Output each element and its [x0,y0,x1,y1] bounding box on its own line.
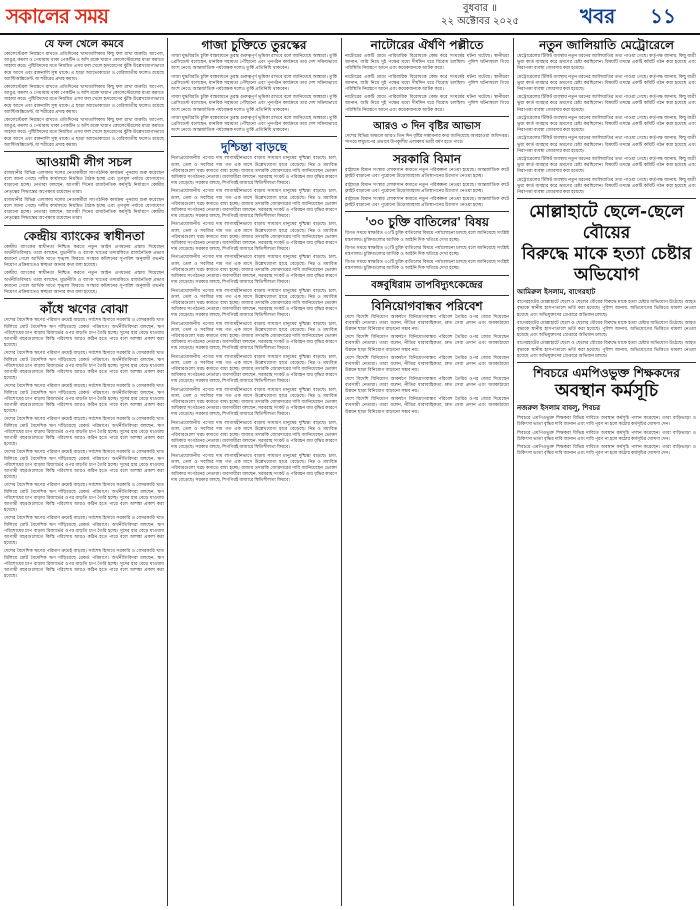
column-rule [341,38,342,906]
divider [4,151,164,152]
column-1 [4,38,164,906]
article-body: গাজা যুদ্ধবিরতি চুক্তি বাস্তবায়নে তুরস্ক গুরুত্বপূর্ণ ভূমিকা রাখবে বলে জানিয়েছে আঙ্কারা। তুর্কি প্রেসিডেন্ট বলেছেন, মানবিক সহায়তা পৌঁছানো এবং পুনর্গঠন কার্যক্রমে তার দেশ সক্রিয়ভাবে অংশ নেবে। আন্তর্জাতিক পর্যবেক্ষক দলেও তুর্কি প্রতিনিধি থাকবেন। [171,114,337,133]
section-title: খবর [580,4,616,28]
article-body: শিবচরে এমপিওভুক্ত শিক্ষকরা বিভিন্ন দাবিতে অবস্থান কর্মসূচি পালন করেছেন। তারা বাড়িভাড়া ও চিকিৎসা ভাতা বৃদ্ধির দাবি জানান এবং দাবি পূরণ না হলে কঠোর কর্মসূচির ঘোষণা দেন। [517,429,696,441]
article-body: রাষ্ট্রায়ত্ত বিমান সংস্থার লোকসান কমাতে নতুন পরিকল্পনা নেওয়া হয়েছে। আন্তর্জাতিক রুটে ফ্লাইট বাড়ানো এবং পুরোনো উড়োজাহাজ প্রতিস্থাপনের উদ্যোগ নেওয়া হচ্ছে। [345,196,509,208]
article-body: বিগত সময়ে স্বাক্ষরিত ৩০টি চুক্তি বাতিলের বিষয়ে পর্যালোচনা চলছে বলে জানিয়েছে সংশ্লিষ্ট মন্ত্রণালয়। চুক্তিগুলোর আর্থিক ও আইনি দিক খতিয়ে দেখা হচ্ছে। [345,244,509,257]
headline: অবস্থান কর্মসূচি [554,381,659,402]
headline: বঙ্গবুধিরাম তাপবিদ্যুৎকেন্দ্রের [371,279,483,291]
headline: আওয়ামী লীগ সচল [36,155,132,170]
article-body: দেশের বৈদেশিক ঋণের পরিমাণ ক্রমেই বাড়ছে। সর্বশেষ হিসাবে সরকারি ও বেসরকারি খাত মিলিয়ে মোট বৈদেশিক ঋণ দাঁড়িয়েছে রেকর্ড পরিমাণে। অর্থনীতিবিদরা বলছেন, ঋণ পরিশোধের চাপ বাড়ায় রিজার্ভের ওপর বাড়তি চাপ তৈরি হচ্ছে। সুদের হার বেড়ে যাওয়ায় আগামী বছরগুলোতে কিস্তি পরিশোধ আরও কঠিন হতে পারে বলে আশঙ্কা প্রকাশ করা হয়েছে। [4,317,164,348]
article-body: দেশের বৈদেশিক ঋণের পরিমাণ ক্রমেই বাড়ছে। সর্বশেষ হিসাবে সরকারি ও বেসরকারি খাত মিলিয়ে মোট বৈদেশিক ঋণ দাঁড়িয়েছে রেকর্ড পরিমাণে। অর্থনীতিবিদরা বলছেন, ঋণ পরিশোধের চাপ বাড়ায় রিজার্ভের ওপর বাড়তি চাপ তৈরি হচ্ছে। সুদের হার বেড়ে যাওয়ায় আগামী বছরগুলোতে কিস্তি পরিশোধ আরও কঠিন হতে পারে বলে আশঙ্কা প্রকাশ করা হয়েছে। [4,482,164,513]
byline: আমিরুল ইসলাম, বাগেরহাট [517,288,596,297]
article-body: নিত্যপ্রয়োজনীয় পণ্যের দাম লাগামহীনভাবে বাড়ায় সাধারণ মানুষের দুশ্চিন্তা বাড়ছে। চাল, ডাল, তেল ও সবজির দাম গত এক মাসে উল্লেখযোগ্য হারে বেড়েছে। নিম্ন ও মধ্যবিত্ত পরিবারগুলো খরচ কমাতে বাধ্য হচ্ছে। বাজার তদারকি জোরদারের দাবি জানিয়েছেন ভোক্তা অধিকার সংগঠনের নেতারা। ব্যবসায়ীরা বলছেন, সরবরাহ সংকট ও পরিবহন ব্যয় বৃদ্ধির কারণে দাম বেড়েছে। সরকার বলছে, শিগগিরই বাজারে স্থিতিশীলতা ফিরবে। [171,386,337,417]
day-label: বুধবার ॥ [463,3,497,14]
article-body: দেশে বিদেশি বিনিয়োগ আকর্ষণে বিনিয়োগবান্ধব পরিবেশ তৈরির ওপর জোর দিয়েছেন ব্যবসায়ী নেতারা। তারা বলেন, নীতির ধারাবাহিকতা, দ্রুত সেবা প্রদান এবং অবকাঠামো উন্নয়ন ছাড়া বিনিয়োগ বাড়ানো সম্ভব নয়। [345,334,509,352]
article-body: নিত্যপ্রয়োজনীয় পণ্যের দাম লাগামহীনভাবে বাড়ায় সাধারণ মানুষের দুশ্চিন্তা বাড়ছে। চাল, ডাল, তেল ও সবজির দাম গত এক মাসে উল্লেখযোগ্য হারে বেড়েছে। নিম্ন ও মধ্যবিত্ত পরিবারগুলো খরচ কমাতে বাধ্য হচ্ছে। বাজার তদারকি জোরদারের দাবি জানিয়েছেন ভোক্তা অধিকার সংগঠনের নেতারা। ব্যবসায়ীরা বলছেন, সরবরাহ সংকট ও পরিবহন ব্যয় বৃদ্ধির কারণে দাম বেড়েছে। সরকার বলছে, শিগগিরই বাজারে স্থিতিশীলতা ফিরবে। [171,452,337,483]
article-body: রাষ্ট্রায়ত্ত বিমান সংস্থার লোকসান কমাতে নতুন পরিকল্পনা নেওয়া হয়েছে। আন্তর্জাতিক রুটে ফ্লাইট বাড়ানো এবং পুরোনো উড়োজাহাজ প্রতিস্থাপনের উদ্যোগ নেওয়া হচ্ছে। [345,181,509,193]
headline: বিরুদ্ধে মাকে হত্যা চেষ্টার [521,244,692,265]
column-3 [345,38,509,906]
divider [517,362,696,363]
headline: বিনিয়োগবান্ধব পরিবেশ [371,298,483,313]
divider [171,136,337,137]
article-body: নিত্যপ্রয়োজনীয় পণ্যের দাম লাগামহীনভাবে বাড়ায় সাধারণ মানুষের দুশ্চিন্তা বাড়ছে। চাল, ডাল, তেল ও সবজির দাম গত এক মাসে উল্লেখযোগ্য হারে বেড়েছে। নিম্ন ও মধ্যবিত্ত পরিবারগুলো খরচ কমাতে বাধ্য হচ্ছে। বাজার তদারকি জোরদারের দাবি জানিয়েছেন ভোক্তা অধিকার সংগঠনের নেতারা। ব্যবসায়ীরা বলছেন, সরবরাহ সংকট ও পরিবহন ব্যয় বৃদ্ধির কারণে দাম বেড়েছে। সরকার বলছে, শিগগিরই বাজারে স্থিতিশীলতা ফিরবে। [171,188,337,219]
article-body: বিগত সময়ে স্বাক্ষরিত ৩০টি চুক্তি বাতিলের বিষয়ে পর্যালোচনা চলছে বলে জানিয়েছে সংশ্লিষ্ট মন্ত্রণালয়। চুক্তিগুলোর আর্থিক ও আইনি দিক খতিয়ে দেখা হচ্ছে। [345,259,509,271]
article-body: দেশে বিদেশি বিনিয়োগ আকর্ষণে বিনিয়োগবান্ধব পরিবেশ তৈরির ওপর জোর দিয়েছেন ব্যবসায়ী নেতারা। তারা বলেন, নীতির ধারাবাহিকতা, দ্রুত সেবা প্রদান এবং অবকাঠামো উন্নয়ন ছাড়া বিনিয়োগ বাড়ানো সম্ভব নয়। [345,313,509,332]
column-4 [517,38,696,906]
article-body: কোলেস্টেরল নিয়ন্ত্রণে রাখতে প্রতিদিনের খাদ্যতালিকায় কিছু ফল রাখা জরুরি। আপেল, আঙুর, কমলা ও পেয়ারায় থাকা পেকটিন ও আঁশ রক্তে খারাপ কোলেস্টেরলের মাত্রা কমাতে সাহায্য করে। পুষ্টিবিদদের মতে নিয়মিত এসব ফল খেলে হৃদরোগের ঝুঁকি উল্লেখযোগ্যভাবে কমে আসে এবং রক্তনালি সুস্থ থাকে। এ ছাড়া অ্যাভোকাডো ও বেরিজাতীয় ফলেও রয়েছে অ্যান্টিঅক্সিডেন্ট, যা শরীরের প্রদাহ কমায়। [4,84,164,114]
article-body: মেট্রোরেলের টিকিট ব্যবস্থায় নতুন ধরনের জালিয়াতির তথ্য পাওয়া গেছে। কর্তৃপক্ষ জানায়, কিছু যাত্রী ভুয়া কার্ড ব্যবহার করে ভ্রমণের চেষ্টা করছিলেন। বিষয়টি তদন্তে একটি কমিটি গঠন করা হয়েছে এবং নিরাপত্তা ব্যবস্থা জোরদার করা হয়েছে। [517,176,696,195]
headline: কাঁধে ঋণের বোঝা [40,302,128,317]
article-body: দেশের বৈদেশিক ঋণের পরিমাণ ক্রমেই বাড়ছে। সর্বশেষ হিসাবে সরকারি ও বেসরকারি খাত মিলিয়ে মোট বৈদেশিক ঋণ দাঁড়িয়েছে রেকর্ড পরিমাণে। অর্থনীতিবিদরা বলছেন, ঋণ পরিশোধের চাপ বাড়ায় রিজার্ভের ওপর বাড়তি চাপ তৈরি হচ্ছে। সুদের হার বেড়ে যাওয়ায় আগামী বছরগুলোতে কিস্তি পরিশোধ আরও কঠিন হতে পারে বলে আশঙ্কা প্রকাশ করা হয়েছে। [4,416,164,447]
article-body: দেশের বৈদেশিক ঋণের পরিমাণ ক্রমেই বাড়ছে। সর্বশেষ হিসাবে সরকারি ও বেসরকারি খাত মিলিয়ে মোট বৈদেশিক ঋণ দাঁড়িয়েছে রেকর্ড পরিমাণে। অর্থনীতিবিদরা বলছেন, ঋণ পরিশোধের চাপ বাড়ায় রিজার্ভের ওপর বাড়তি চাপ তৈরি হচ্ছে। সুদের হার বেড়ে যাওয়ায় আগামী বছরগুলোতে কিস্তি পরিশোধ আরও কঠিন হতে পারে বলে আশঙ্কা প্রকাশ করা হয়েছে। [4,350,164,381]
article-body: গাজা যুদ্ধবিরতি চুক্তি বাস্তবায়নে তুরস্ক গুরুত্বপূর্ণ ভূমিকা রাখবে বলে জানিয়েছে আঙ্কারা। তুর্কি প্রেসিডেন্ট বলেছেন, মানবিক সহায়তা পৌঁছানো এবং পুনর্গঠন কার্যক্রমে তার দেশ সক্রিয়ভাবে অংশ নেবে। আন্তর্জাতিক পর্যবেক্ষক দলেও তুর্কি প্রতিনিধি থাকবেন। [171,94,337,112]
article-body: দেশের বৈদেশিক ঋণের পরিমাণ ক্রমেই বাড়ছে। সর্বশেষ হিসাবে সরকারি ও বেসরকারি খাত মিলিয়ে মোট বৈদেশিক ঋণ দাঁড়িয়েছে রেকর্ড পরিমাণে। অর্থনীতিবিদরা বলছেন, ঋণ পরিশোধের চাপ বাড়ায় রিজার্ভের ওপর বাড়তি চাপ তৈরি হচ্ছে। সুদের হার বেড়ে যাওয়ায় আগামী বছরগুলোতে কিস্তি পরিশোধ আরও কঠিন হতে পারে বলে আশঙ্কা প্রকাশ করা হয়েছে। [4,548,164,579]
article-body: নিত্যপ্রয়োজনীয় পণ্যের দাম লাগামহীনভাবে বাড়ায় সাধারণ মানুষের দুশ্চিন্তা বাড়ছে। চাল, ডাল, তেল ও সবজির দাম গত এক মাসে উল্লেখযোগ্য হারে বেড়েছে। নিম্ন ও মধ্যবিত্ত পরিবারগুলো খরচ কমাতে বাধ্য হচ্ছে। বাজার তদারকি জোরদারের দাবি জানিয়েছেন ভোক্তা অধিকার সংগঠনের নেতারা। ব্যবসায়ীরা বলছেন, সরবরাহ সংকট ও পরিবহন ব্যয় বৃদ্ধির কারণে দাম বেড়েছে। সরকার বলছে, শিগগিরই বাজারে স্থিতিশীলতা ফিরবে। [171,221,337,252]
article-body: দেশে বিদেশি বিনিয়োগ আকর্ষণে বিনিয়োগবান্ধব পরিবেশ তৈরির ওপর জোর দিয়েছেন ব্যবসায়ী নেতারা। তারা বলেন, নীতির ধারাবাহিকতা, দ্রুত সেবা প্রদান এবং অবকাঠামো উন্নয়ন ছাড়া বিনিয়োগ বাড়ানো সম্ভব নয়। [345,375,509,393]
article-body: কেন্দ্রীয় ব্যাংকের স্বাধীনতা নিশ্চিত করতে নতুন আইন প্রণয়নের প্রস্তাব দিয়েছেন অর্থনীতিবিদরা। তারা বলছেন, মুদ্রানীতি ও ব্যাংক খাতের তদারকিতে রাজনৈতিক প্রভাব কমানো গেলে আর্থিক খাতে শৃঙ্খলা ফিরবে। সংস্কার কমিশনের সুপারিশ অনুযায়ী গভর্নর নিয়োগ প্রক্রিয়াতেও স্বচ্ছতা আনার কথা বলা হয়েছে। [4,243,164,268]
headline: গাজা চুক্তিতে তুরস্কের [201,38,307,52]
headline: নতুন জালিয়াতি মেট্রোরেলে [539,38,674,52]
masthead-logo: সকালের সময় [6,4,109,28]
article-body: মেট্রোরেলের টিকিট ব্যবস্থায় নতুন ধরনের জালিয়াতির তথ্য পাওয়া গেছে। কর্তৃপক্ষ জানায়, কিছু যাত্রী ভুয়া কার্ড ব্যবহার করে ভ্রমণের চেষ্টা করছিলেন। বিষয়টি তদন্তে একটি কমিটি গঠন করা হয়েছে এবং নিরাপত্তা ব্যবস্থা জোরদার করা হয়েছে। [517,114,696,133]
column-2 [171,38,337,906]
divider [345,116,509,117]
article-body: দেশের বিভিন্ন অঞ্চলে আরও তিন দিন বৃষ্টির সম্ভাবনার কথা জানিয়েছে আবহাওয়া অধিদপ্তর। সাগরে লঘুচাপের প্রভাবে উপকূলীয় এলাকায় ভারী বর্ষণ হতে পারে। [345,132,509,145]
article-body: নিত্যপ্রয়োজনীয় পণ্যের দাম লাগামহীনভাবে বাড়ায় সাধারণ মানুষের দুশ্চিন্তা বাড়ছে। চাল, ডাল, তেল ও সবজির দাম গত এক মাসে উল্লেখযোগ্য হারে বেড়েছে। নিম্ন ও মধ্যবিত্ত পরিবারগুলো খরচ কমাতে বাধ্য হচ্ছে। বাজার তদারকি জোরদারের দাবি জানিয়েছেন ভোক্তা অধিকার সংগঠনের নেতারা। ব্যবসায়ীরা বলছেন, সরবরাহ সংকট ও পরিবহন ব্যয় বৃদ্ধির কারণে দাম বেড়েছে। সরকার বলছে, শিগগিরই বাজারে স্থিতিশীলতা ফিরবে। [171,254,337,285]
article-body: দেশের বৈদেশিক ঋণের পরিমাণ ক্রমেই বাড়ছে। সর্বশেষ হিসাবে সরকারি ও বেসরকারি খাত মিলিয়ে মোট বৈদেশিক ঋণ দাঁড়িয়েছে রেকর্ড পরিমাণে। অর্থনীতিবিদরা বলছেন, ঋণ পরিশোধের চাপ বাড়ায় রিজার্ভের ওপর বাড়তি চাপ তৈরি হচ্ছে। সুদের হার বেড়ে যাওয়ায় আগামী বছরগুলোতে কিস্তি পরিশোধ আরও কঠিন হতে পারে বলে আশঙ্কা প্রকাশ করা হয়েছে। [4,515,164,546]
page-header [0,0,700,35]
article-body: রাজধানীর বিভিন্ন এলাকায় দলের নেতাকর্মীরা সাংগঠনিক কার্যক্রম পুনরায় শুরু করেছেন বলে জানা গেছে। দলীয় কার্যালয়ে নিয়মিত বৈঠক হচ্ছে এবং তৃণমূল পর্যায়ে যোগাযোগ বাড়ানো হচ্ছে। নেতারা বলছেন, আগামী দিনের রাজনৈতিক কর্মসূচি নির্ধারণে কেন্দ্রীয় নেতৃত্বের সিদ্ধান্তের অপেক্ষায় রয়েছেন তারা। [4,196,164,221]
date-label: ২২ অক্টোবর ২০২৫ [440,16,520,27]
divider [345,275,509,276]
article-body: মেট্রোরেলের টিকিট ব্যবস্থায় নতুন ধরনের জালিয়াতির তথ্য পাওয়া গেছে। কর্তৃপক্ষ জানায়, কিছু যাত্রী ভুয়া কার্ড ব্যবহার করে ভ্রমণের চেষ্টা করছিলেন। বিষয়টি তদন্তে একটি কমিটি গঠন করা হয়েছে এবং নিরাপত্তা ব্যবস্থা জোরদার করা হয়েছে। [517,156,696,174]
headline: সরকারি বিমান [392,152,462,167]
headline: মোল্লাহাটে ছেলে-ছেলে বৌয়ের [529,202,684,244]
article-body: মেট্রোরেলের টিকিট ব্যবস্থায় নতুন ধরনের জালিয়াতির তথ্য পাওয়া গেছে। কর্তৃপক্ষ জানায়, কিছু যাত্রী ভুয়া কার্ড ব্যবহার করে ভ্রমণের চেষ্টা করছিলেন। বিষয়টি তদন্তে একটি কমিটি গঠন করা হয়েছে এবং নিরাপত্তা ব্যবস্থা জোরদার করা হয়েছে। [517,94,696,112]
headline: আরও ৩ দিন বৃষ্টির আভাস [373,120,481,132]
article-body: মেট্রোরেলের টিকিট ব্যবস্থায় নতুন ধরনের জালিয়াতির তথ্য পাওয়া গেছে। কর্তৃপক্ষ জানায়, কিছু যাত্রী ভুয়া কার্ড ব্যবহার করে ভ্রমণের চেষ্টা করছিলেন। বিষয়টি তদন্তে একটি কমিটি গঠন করা হয়েছে এবং নিরাপত্তা ব্যবস্থা জোরদার করা হয়েছে। [517,53,696,71]
article-body: বিগত সময়ে স্বাক্ষরিত ৩০টি চুক্তি বাতিলের বিষয়ে পর্যালোচনা চলছে বলে জানিয়েছে সংশ্লিষ্ট মন্ত্রণালয়। চুক্তিগুলোর আর্থিক ও আইনি দিক খতিয়ে দেখা হচ্ছে। [345,230,509,242]
article-body: কেন্দ্রীয় ব্যাংকের স্বাধীনতা নিশ্চিত করতে নতুন আইন প্রণয়নের প্রস্তাব দিয়েছেন অর্থনীতিবিদরা। তারা বলছেন, মুদ্রানীতি ও ব্যাংক খাতের তদারকিতে রাজনৈতিক প্রভাব কমানো গেলে আর্থিক খাতে শৃঙ্খলা ফিরবে। সংস্কার কমিশনের সুপারিশ অনুযায়ী গভর্নর নিয়োগ প্রক্রিয়াতেও স্বচ্ছতা আনার কথা বলা হয়েছে। [4,270,164,295]
divider [345,148,509,149]
article-body: নাটোরের একটি গ্রামে পারিবারিক বিরোধকে কেন্দ্র করে সংঘর্ষের ঘটনা ঘটেছে। স্থানীয়রা জানান, জমি নিয়ে দুই পক্ষের মধ্যে দীর্ঘদিন ধরে বিরোধ চলছিল। পুলিশ ঘটনাস্থলে গিয়ে পরিস্থিতি নিয়ন্ত্রণে আনে এবং কয়েকজনকে আটক করে। [345,53,509,71]
divider [345,295,509,296]
article-body: দেশে বিদেশি বিনিয়োগ আকর্ষণে বিনিয়োগবান্ধব পরিবেশ তৈরির ওপর জোর দিয়েছেন ব্যবসায়ী নেতারা। তারা বলেন, নীতির ধারাবাহিকতা, দ্রুত সেবা প্রদান এবং অবকাঠামো উন্নয়ন ছাড়া বিনিয়োগ বাড়ানো সম্ভব নয়। [345,354,509,373]
article-body: গাজা যুদ্ধবিরতি চুক্তি বাস্তবায়নে তুরস্ক গুরুত্বপূর্ণ ভূমিকা রাখবে বলে জানিয়েছে আঙ্কারা। তুর্কি প্রেসিডেন্ট বলেছেন, মানবিক সহায়তা পৌঁছানো এবং পুনর্গঠন কার্যক্রমে তার দেশ সক্রিয়ভাবে অংশ নেবে। আন্তর্জাতিক পর্যবেক্ষক দলেও তুর্কি প্রতিনিধি থাকবেন। [171,53,337,71]
headline: যে ফল খেলে কমবে [44,39,124,50]
article-body: নিত্যপ্রয়োজনীয় পণ্যের দাম লাগামহীনভাবে বাড়ায় সাধারণ মানুষের দুশ্চিন্তা বাড়ছে। চাল, ডাল, তেল ও সবজির দাম গত এক মাসে উল্লেখযোগ্য হারে বেড়েছে। নিম্ন ও মধ্যবিত্ত পরিবারগুলো খরচ কমাতে বাধ্য হচ্ছে। বাজার তদারকি জোরদারের দাবি জানিয়েছেন ভোক্তা অধিকার সংগঠনের নেতারা। ব্যবসায়ীরা বলছেন, সরবরাহ সংকট ও পরিবহন ব্যয় বৃদ্ধির কারণে দাম বেড়েছে। সরকার বলছে, শিগগিরই বাজারে স্থিতিশীলতা ফিরবে। [171,287,337,318]
article-body: রাজধানীর বিভিন্ন এলাকায় দলের নেতাকর্মীরা সাংগঠনিক কার্যক্রম পুনরায় শুরু করেছেন বলে জানা গেছে। দলীয় কার্যালয়ে নিয়মিত বৈঠক হচ্ছে এবং তৃণমূল পর্যায়ে যোগাযোগ বাড়ানো হচ্ছে। নেতারা বলছেন, আগামী দিনের রাজনৈতিক কর্মসূচি নির্ধারণে কেন্দ্রীয় নেতৃত্বের সিদ্ধান্তের অপেক্ষায় রয়েছেন তারা। [4,170,164,194]
article-body: নিত্যপ্রয়োজনীয় পণ্যের দাম লাগামহীনভাবে বাড়ায় সাধারণ মানুষের দুশ্চিন্তা বাড়ছে। চাল, ডাল, তেল ও সবজির দাম গত এক মাসে উল্লেখযোগ্য হারে বেড়েছে। নিম্ন ও মধ্যবিত্ত পরিবারগুলো খরচ কমাতে বাধ্য হচ্ছে। বাজার তদারকি জোরদারের দাবি জানিয়েছেন ভোক্তা অধিকার সংগঠনের নেতারা। ব্যবসায়ীরা বলছেন, সরবরাহ সংকট ও পরিবহন ব্যয় বৃদ্ধির কারণে দাম বেড়েছে। সরকার বলছে, শিগগিরই বাজারে স্থিতিশীলতা ফিরবে। [171,419,337,450]
column-rule [167,38,168,906]
article-body: মেট্রোরেলের টিকিট ব্যবস্থায় নতুন ধরনের জালিয়াতির তথ্য পাওয়া গেছে। কর্তৃপক্ষ জানায়, কিছু যাত্রী ভুয়া কার্ড ব্যবহার করে ভ্রমণের চেষ্টা করছিলেন। বিষয়টি তদন্তে একটি কমিটি গঠন করা হয়েছে এবং নিরাপত্তা ব্যবস্থা জোরদার করা হয়েছে। [517,73,696,92]
article-body: শিবচরে এমপিওভুক্ত শিক্ষকরা বিভিন্ন দাবিতে অবস্থান কর্মসূচি পালন করেছেন। তারা বাড়িভাড়া ও চিকিৎসা ভাতা বৃদ্ধির দাবি জানান এবং দাবি পূরণ না হলে কঠোর কর্মসূচির ঘোষণা দেন। [517,443,696,456]
divider [345,211,509,212]
article-body: বাগেরহাটের মোল্লাহাটে ছেলে ও ছেলের বৌয়ের বিরুদ্ধে মাকে হত্যা চেষ্টার অভিযোগ উঠেছে। আহত বৃদ্ধাকে স্থানীয় হাসপাতালে ভর্তি করা হয়েছে। পুলিশ জানায়, অভিযোগের ভিত্তিতে মামলা নেওয়া হয়েছে এবং অভিযুক্তদের গ্রেপ্তারে অভিযান চলছে। [517,319,696,338]
article-body: দেশের বৈদেশিক ঋণের পরিমাণ ক্রমেই বাড়ছে। সর্বশেষ হিসাবে সরকারি ও বেসরকারি খাত মিলিয়ে মোট বৈদেশিক ঋণ দাঁড়িয়েছে রেকর্ড পরিমাণে। অর্থনীতিবিদরা বলছেন, ঋণ পরিশোধের চাপ বাড়ায় রিজার্ভের ওপর বাড়তি চাপ তৈরি হচ্ছে। সুদের হার বেড়ে যাওয়ায় আগামী বছরগুলোতে কিস্তি পরিশোধ আরও কঠিন হতে পারে বলে আশঙ্কা প্রকাশ করা হয়েছে। [4,449,164,480]
article-body: গাজা যুদ্ধবিরতি চুক্তি বাস্তবায়নে তুরস্ক গুরুত্বপূর্ণ ভূমিকা রাখবে বলে জানিয়েছে আঙ্কারা। তুর্কি প্রেসিডেন্ট বলেছেন, মানবিক সহায়তা পৌঁছানো এবং পুনর্গঠন কার্যক্রমে তার দেশ সক্রিয়ভাবে অংশ নেবে। আন্তর্জাতিক পর্যবেক্ষক দলেও তুর্কি প্রতিনিধি থাকবেন। [171,73,337,92]
article-body: কোলেস্টেরল নিয়ন্ত্রণে রাখতে প্রতিদিনের খাদ্যতালিকায় কিছু ফল রাখা জরুরি। আপেল, আঙুর, কমলা ও পেয়ারায় থাকা পেকটিন ও আঁশ রক্তে খারাপ কোলেস্টেরলের মাত্রা কমাতে সাহায্য করে। পুষ্টিবিদদের মতে নিয়মিত এসব ফল খেলে হৃদরোগের ঝুঁকি উল্লেখযোগ্যভাবে কমে আসে এবং রক্তনালি সুস্থ থাকে। এ ছাড়া অ্যাভোকাডো ও বেরিজাতীয় ফলেও রয়েছে অ্যান্টিঅক্সিডেন্ট, যা শরীরের প্রদাহ কমায়। [4,117,164,147]
column-rule [513,38,514,906]
headline: নাটোরের ঐর্ষণি পল্লীতে [370,38,484,52]
article-body: দেশের বৈদেশিক ঋণের পরিমাণ ক্রমেই বাড়ছে। সর্বশেষ হিসাবে সরকারি ও বেসরকারি খাত মিলিয়ে মোট বৈদেশিক ঋণ দাঁড়িয়েছে রেকর্ড পরিমাণে। অর্থনীতিবিদরা বলছেন, ঋণ পরিশোধের চাপ বাড়ায় রিজার্ভের ওপর বাড়তি চাপ তৈরি হচ্ছে। সুদের হার বেড়ে যাওয়ায় আগামী বছরগুলোতে কিস্তি পরিশোধ আরও কঠিন হতে পারে বলে আশঙ্কা প্রকাশ করা হয়েছে। [4,383,164,414]
divider [4,298,164,299]
article-body: শিবচরে এমপিওভুক্ত শিক্ষকরা বিভিন্ন দাবিতে অবস্থান কর্মসূচি পালন করেছেন। তারা বাড়িভাড়া ও চিকিৎসা ভাতা বৃদ্ধির দাবি জানান এবং দাবি পূরণ না হলে কঠোর কর্মসূচির ঘোষণা দেন। [517,415,696,427]
headline: '৩০ চুক্তি বাতিলের' বিষয় [365,215,489,230]
article-body: বাগেরহাটের মোল্লাহাটে ছেলে ও ছেলের বৌয়ের বিরুদ্ধে মাকে হত্যা চেষ্টার অভিযোগ উঠেছে। আহত বৃদ্ধাকে স্থানীয় হাসপাতালে ভর্তি করা হয়েছে। পুলিশ জানায়, অভিযোগের ভিত্তিতে মামলা নেওয়া হয়েছে এবং অভিযুক্তদের গ্রেপ্তারে অভিযান চলছে। [517,299,696,317]
article-body: কোলেস্টেরল নিয়ন্ত্রণে রাখতে প্রতিদিনের খাদ্যতালিকায় কিছু ফল রাখা জরুরি। আপেল, আঙুর, কমলা ও পেয়ারায় থাকা পেকটিন ও আঁশ রক্তে খারাপ কোলেস্টেরলের মাত্রা কমাতে সাহায্য করে। পুষ্টিবিদদের মতে নিয়মিত এসব ফল খেলে হৃদরোগের ঝুঁকি উল্লেখযোগ্যভাবে কমে আসে এবং রক্তনালি সুস্থ থাকে। এ ছাড়া অ্যাভোকাডো ও বেরিজাতীয় ফলেও রয়েছে অ্যান্টিঅক্সিডেন্ট, যা শরীরের প্রদাহ কমায়। [4,51,164,81]
article-body: নাটোরের একটি গ্রামে পারিবারিক বিরোধকে কেন্দ্র করে সংঘর্ষের ঘটনা ঘটেছে। স্থানীয়রা জানান, জমি নিয়ে দুই পক্ষের মধ্যে দীর্ঘদিন ধরে বিরোধ চলছিল। পুলিশ ঘটনাস্থলে গিয়ে পরিস্থিতি নিয়ন্ত্রণে আনে এবং কয়েকজনকে আটক করে। [345,73,509,92]
article-body: বাগেরহাটের মোল্লাহাটে ছেলে ও ছেলের বৌয়ের বিরুদ্ধে মাকে হত্যা চেষ্টার অভিযোগ উঠেছে। আহত বৃদ্ধাকে স্থানীয় হাসপাতালে ভর্তি করা হয়েছে। পুলিশ জানায়, অভিযোগের ভিত্তিতে মামলা নেওয়া হয়েছে এবং অভিযুক্তদের গ্রেপ্তারে অভিযান চলছে। [517,340,696,358]
page-number: ১১ [650,4,676,28]
article-body: মেট্রোরেলের টিকিট ব্যবস্থায় নতুন ধরনের জালিয়াতির তথ্য পাওয়া গেছে। কর্তৃপক্ষ জানায়, কিছু যাত্রী ভুয়া কার্ড ব্যবহার করে ভ্রমণের চেষ্টা করছিলেন। বিষয়টি তদন্তে একটি কমিটি গঠন করা হয়েছে এবং নিরাপত্তা ব্যবস্থা জোরদার করা হয়েছে। [517,135,696,153]
article-body: নিত্যপ্রয়োজনীয় পণ্যের দাম লাগামহীনভাবে বাড়ায় সাধারণ মানুষের দুশ্চিন্তা বাড়ছে। চাল, ডাল, তেল ও সবজির দাম গত এক মাসে উল্লেখযোগ্য হারে বেড়েছে। নিম্ন ও মধ্যবিত্ত পরিবারগুলো খরচ কমাতে বাধ্য হচ্ছে। বাজার তদারকি জোরদারের দাবি জানিয়েছেন ভোক্তা অধিকার সংগঠনের নেতারা। ব্যবসায়ীরা বলছেন, সরবরাহ সংকট ও পরিবহন ব্যয় বৃদ্ধির কারণে দাম বেড়েছে। সরকার বলছে, শিগগিরই বাজারে স্থিতিশীলতা ফিরবে। [171,155,337,186]
divider [517,198,696,199]
article-body: রাষ্ট্রায়ত্ত বিমান সংস্থার লোকসান কমাতে নতুন পরিকল্পনা নেওয়া হয়েছে। আন্তর্জাতিক রুটে ফ্লাইট বাড়ানো এবং পুরোনো উড়োজাহাজ প্রতিস্থাপনের উদ্যোগ নেওয়া হচ্ছে। [345,167,509,179]
headline: শিবচরে এমপিওভুক্ত শিক্ষকদের [533,366,680,381]
article-body: নিত্যপ্রয়োজনীয় পণ্যের দাম লাগামহীনভাবে বাড়ায় সাধারণ মানুষের দুশ্চিন্তা বাড়ছে। চাল, ডাল, তেল ও সবজির দাম গত এক মাসে উল্লেখযোগ্য হারে বেড়েছে। নিম্ন ও মধ্যবিত্ত পরিবারগুলো খরচ কমাতে বাধ্য হচ্ছে। বাজার তদারকি জোরদারের দাবি জানিয়েছেন ভোক্তা অধিকার সংগঠনের নেতারা। ব্যবসায়ীরা বলছেন, সরবরাহ সংকট ও পরিবহন ব্যয় বৃদ্ধির কারণে দাম বেড়েছে। সরকার বলছে, শিগগিরই বাজারে স্থিতিশীলতা ফিরবে। [171,353,337,384]
article-body: নিত্যপ্রয়োজনীয় পণ্যের দাম লাগামহীনভাবে বাড়ায় সাধারণ মানুষের দুশ্চিন্তা বাড়ছে। চাল, ডাল, তেল ও সবজির দাম গত এক মাসে উল্লেখযোগ্য হারে বেড়েছে। নিম্ন ও মধ্যবিত্ত পরিবারগুলো খরচ কমাতে বাধ্য হচ্ছে। বাজার তদারকি জোরদারের দাবি জানিয়েছেন ভোক্তা অধিকার সংগঠনের নেতারা। ব্যবসায়ীরা বলছেন, সরবরাহ সংকট ও পরিবহন ব্যয় বৃদ্ধির কারণে দাম বেড়েছে। সরকার বলছে, শিগগিরই বাজারে স্থিতিশীলতা ফিরবে। [171,320,337,351]
byline: নজরুল ইসলাম বাবলু, শিবচর [517,404,601,413]
dateline [405,2,555,28]
headline: অভিযোগ [574,265,639,286]
article-body: দেশে বিদেশি বিনিয়োগ আকর্ষণে বিনিয়োগবান্ধব পরিবেশ তৈরির ওপর জোর দিয়েছেন ব্যবসায়ী নেতারা। তারা বলেন, নীতির ধারাবাহিকতা, দ্রুত সেবা প্রদান এবং অবকাঠামো উন্নয়ন ছাড়া বিনিয়োগ বাড়ানো সম্ভব নয়। [345,396,509,414]
article-body: নাটোরের একটি গ্রামে পারিবারিক বিরোধকে কেন্দ্র করে সংঘর্ষের ঘটনা ঘটেছে। স্থানীয়রা জানান, জমি নিয়ে দুই পক্ষের মধ্যে দীর্ঘদিন ধরে বিরোধ চলছিল। পুলিশ ঘটনাস্থলে গিয়ে পরিস্থিতি নিয়ন্ত্রণে আনে এবং কয়েকজনকে আটক করে। [345,94,509,112]
headline: দুশ্চিন্তা বাড়ছে [220,140,287,155]
divider [4,225,164,226]
headline: কেন্দ্রীয় ব্যাংকের স্বাধীনতা [23,228,145,243]
